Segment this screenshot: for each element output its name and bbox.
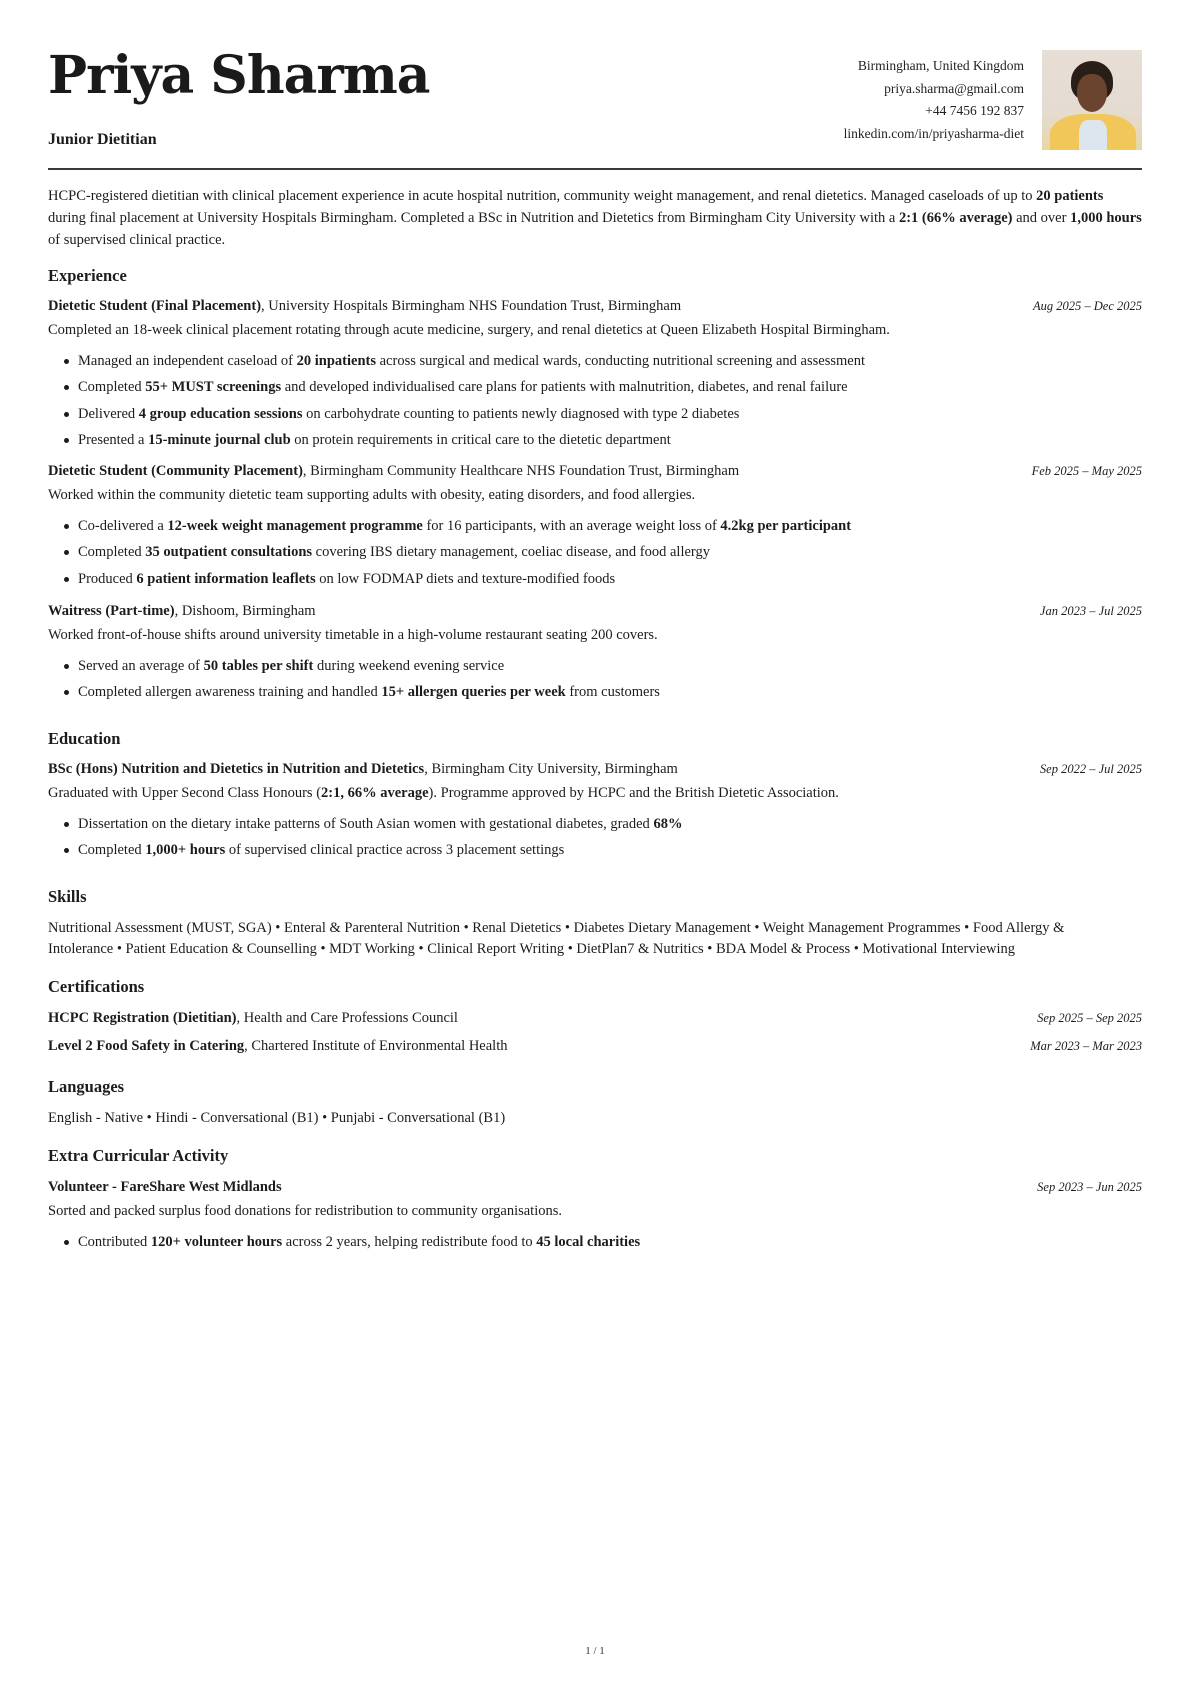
text-run: Served an average of <box>78 658 204 674</box>
entry-date: Sep 2022 – Jul 2025 <box>1039 762 1142 776</box>
entry-title: Dietetic Student (Community Placement) <box>48 463 303 479</box>
emphasis-text: 4.2kg per participant <box>720 518 852 534</box>
extra-entry-header <box>48 1176 1142 1198</box>
entry-date: Sep 2025 – Sep 2025 <box>1037 1011 1142 1025</box>
emphasis-text: 1,000 hours <box>1070 210 1142 226</box>
experience-entry-header <box>48 295 1142 317</box>
entry-organization: , Health and Care Professions Council <box>236 1010 458 1026</box>
emphasis-text: 15+ allergen queries per week <box>381 684 566 701</box>
emphasis-text: 20 patients <box>1036 188 1104 204</box>
bullet-list <box>48 655 660 708</box>
text-run: from customers <box>565 684 660 701</box>
experience-entry-header <box>48 600 1142 622</box>
page-number: 1 / 1 <box>585 1645 605 1657</box>
contact-linkedin[interactable]: linkedin.com/in/priyasharma-diet <box>843 125 1024 141</box>
section-title-certifications: Certifications <box>48 977 145 996</box>
entry-description: Completed an 18-week clinical placement rotating through acute medicine, surgery, and renal dietetics at Queen Elizabeth Hospital Birmingham. <box>48 322 890 338</box>
text-run: Completed allergen awareness training and handled <box>78 684 382 701</box>
text-run: Produced <box>78 570 137 587</box>
text-run: ). Programme approved by HCPC and the British Dietetic Association. <box>428 785 839 801</box>
profile-photo <box>1042 50 1142 150</box>
languages-line: English - Native • Hindi - Conversational (B1) • Punjabi - Conversational (B1) <box>48 1110 506 1126</box>
skills-line-1: Nutritional Assessment (MUST, SGA) • Enteral & Parenteral Nutrition • Renal Dietetics • Diabetes Dietary Management • Weight Management Programmes • Food Allergy & <box>48 920 1065 936</box>
bullet-item <box>78 813 682 839</box>
text-run: for 16 participants, with an average weight loss of <box>422 518 721 534</box>
entry-title: Waitress (Part-time) <box>48 603 175 619</box>
text-run: Co-delivered a <box>78 518 168 534</box>
bullet-item <box>78 655 660 681</box>
certification-item <box>48 1007 1142 1029</box>
entry-organization: , Dishoom, Birmingham <box>174 603 316 619</box>
text-run: Contributed <box>78 1234 151 1250</box>
emphasis-text: 68% <box>653 816 683 832</box>
text-run: during weekend evening service <box>313 658 505 674</box>
entry-description: Worked front-of-house shifts around university timetable in a high-volume restaurant seating 200 covers. <box>48 627 658 643</box>
section-title-education: Education <box>48 729 121 748</box>
skills-line-2: Intolerance • Patient Education & Counselling • MDT Working • Clinical Report Writing • DietPlan7 & Nutritics • BDA Model & Process • Motivational Interviewing <box>48 941 1016 957</box>
photo-shirt <box>1079 120 1107 150</box>
entry-description: Sorted and packed surplus food donations for redistribution to community organisations. <box>48 1203 563 1219</box>
text-run: Completed <box>78 544 146 561</box>
job-title: Junior Dietitian <box>48 131 157 148</box>
bullet-list <box>48 515 851 594</box>
entry-title: Dietetic Student (Final Placement) <box>48 298 262 314</box>
entry-title: HCPC Registration (Dietitian) <box>48 1010 237 1026</box>
text-run: Presented a <box>78 431 149 448</box>
contact-email[interactable]: priya.sharma@gmail.com <box>884 80 1024 96</box>
text-run: HCPC-registered dietitian with clinical placement experience in acute hospital nutrition, community weight management, and renal dietetics. Managed caseloads of up to <box>48 188 1037 204</box>
emphasis-text: 4 group education sessions <box>138 405 303 422</box>
bullet-item <box>78 376 865 402</box>
contact-location: Birmingham, United Kingdom <box>857 58 1024 73</box>
text-run: covering IBS dietary management, coeliac disease, and food allergy <box>312 544 710 561</box>
bullet-item <box>78 350 865 376</box>
text-run: of supervised clinical practice across 3 placement settings <box>225 842 565 859</box>
emphasis-text: 6 patient information leaflets <box>136 570 316 587</box>
text-run: Completed <box>78 379 146 396</box>
entry-description: Worked within the community dietetic team supporting adults with obesity, eating disorders, and food allergies. <box>48 487 696 503</box>
text-run: on low FODMAP diets and texture-modified foods <box>315 570 616 587</box>
entry-organization: , Chartered Institute of Environmental Health <box>244 1038 508 1054</box>
text-run: Managed an independent caseload of <box>78 353 297 369</box>
resume-page <box>48 0 1142 1250</box>
emphasis-text: 35 outpatient consultations <box>145 544 313 561</box>
education-entry-header <box>48 758 1142 780</box>
certification-item <box>48 1035 1142 1057</box>
entry-title: Volunteer - FareShare West Midlands <box>48 1179 282 1195</box>
summary <box>48 185 1142 251</box>
bullet-list <box>48 813 682 866</box>
section-title-experience: Experience <box>48 266 127 285</box>
emphasis-text: 20 inpatients <box>296 353 376 369</box>
entry-date: Aug 2025 – Dec 2025 <box>1032 299 1142 313</box>
bullet-item <box>78 403 865 429</box>
text-run: during final placement at University Hospitals Birmingham. Completed a BSc in Nutrition and Dietetics from Birmingham City University with a <box>48 210 899 226</box>
contact-block <box>844 55 1024 145</box>
text-run: and over <box>1012 210 1071 226</box>
emphasis-text: 120+ volunteer hours <box>150 1234 283 1250</box>
text-run: Completed <box>78 842 146 859</box>
emphasis-text: 12-week weight management programme <box>167 518 423 534</box>
entry-date: Feb 2025 – May 2025 <box>1031 464 1142 478</box>
text-run: Graduated with Upper Second Class Honours ( <box>48 785 322 801</box>
bullet-item <box>78 429 865 455</box>
candidate-name: Priya Sharma <box>48 45 430 106</box>
emphasis-text: 15-minute journal club <box>148 431 291 448</box>
entry-title: Level 2 Food Safety in Catering <box>48 1038 245 1054</box>
bullet-item <box>78 515 851 541</box>
entry-organization: , Birmingham Community Healthcare NHS Foundation Trust, Birmingham <box>302 463 740 479</box>
photo-face <box>1077 74 1107 112</box>
entry-organization: , University Hospitals Birmingham NHS Foundation Trust, Birmingham <box>261 298 682 314</box>
bullet-list <box>48 1231 640 1257</box>
entry-date: Sep 2023 – Jun 2025 <box>1037 1180 1142 1194</box>
emphasis-text: 45 local charities <box>536 1234 641 1250</box>
entry-date: Mar 2023 – Mar 2023 <box>1030 1039 1142 1053</box>
text-run: across surgical and medical wards, conducting nutritional screening and assessment <box>376 353 865 369</box>
text-run: on carbohydrate counting to patients newly diagnosed with type 2 diabetes <box>302 405 740 422</box>
emphasis-text: 50 tables per shift <box>203 658 314 674</box>
entry-description <box>48 782 1142 804</box>
bullet-item <box>78 541 851 567</box>
section-title-languages: Languages <box>48 1077 125 1096</box>
bullet-item <box>78 839 682 865</box>
emphasis-text: 2:1, 66% average <box>321 785 429 801</box>
text-run: of supervised clinical practice. <box>48 232 226 248</box>
emphasis-text: 1,000+ hours <box>145 842 226 859</box>
entry-date: Jan 2023 – Jul 2025 <box>1039 604 1142 618</box>
resume-header <box>48 0 1142 170</box>
section-title-extra: Extra Curricular Activity <box>48 1146 229 1165</box>
text-run: and developed individualised care plans for patients with malnutrition, diabetes, and renal failure <box>281 379 848 396</box>
entry-title: BSc (Hons) Nutrition and Dietetics in Nutrition and Dietetics <box>48 761 425 777</box>
experience-entry-header <box>48 460 1142 482</box>
section-title-skills: Skills <box>48 887 87 906</box>
text-run: Dissertation on the dietary intake patterns of South Asian women with gestational diabetes, graded <box>78 816 654 832</box>
emphasis-text: 2:1 (66% average) <box>898 210 1013 226</box>
bullet-item <box>78 1231 640 1257</box>
text-run: on protein requirements in critical care to the dietetic department <box>290 431 671 448</box>
bullet-item <box>78 568 851 594</box>
entry-organization: , Birmingham City University, Birmingham <box>424 761 678 777</box>
header-divider <box>48 168 1142 170</box>
text-run: across 2 years, helping redistribute food to <box>282 1234 537 1250</box>
bullet-list <box>48 350 865 455</box>
bullet-item <box>78 681 660 707</box>
emphasis-text: 55+ MUST screenings <box>145 379 282 396</box>
text-run: Delivered <box>78 405 139 422</box>
contact-phone: +44 7456 192 837 <box>925 103 1024 118</box>
